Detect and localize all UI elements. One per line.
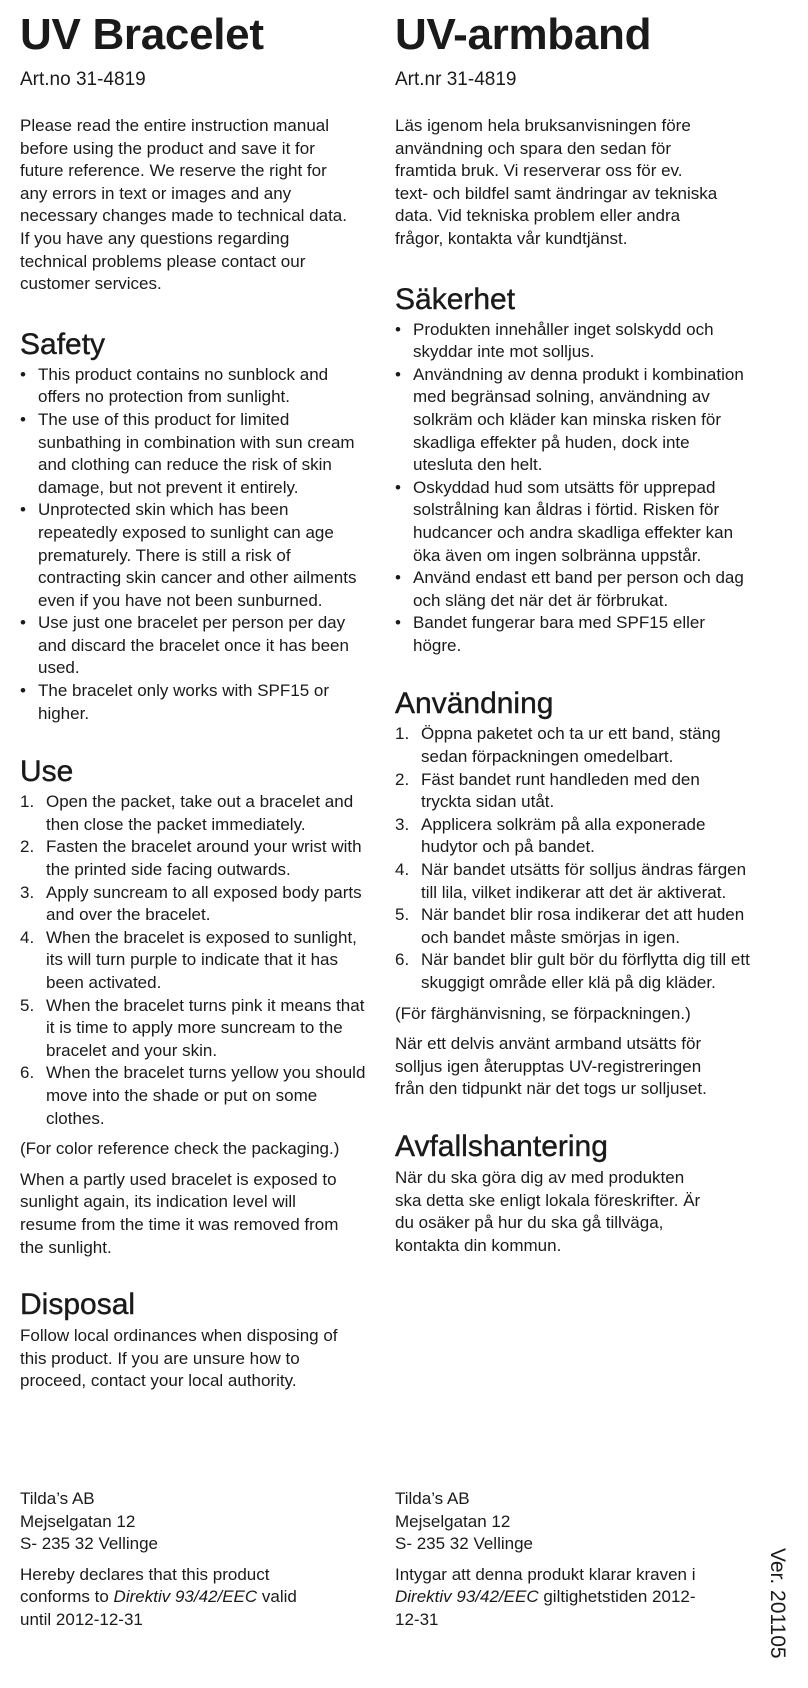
disposal-text-en: Follow local ordinances when disposing of this product. If you are unsure how to proceed, contact your local authority.	[20, 1326, 338, 1391]
safety-heading-sv: Säkerhet	[395, 282, 516, 316]
color-note-sv: (För färghänvisning, se förpackningen.)	[395, 1003, 691, 1023]
list-item: 6. När bandet blir gult bör du förflytta dig till ett skuggigt område eller klä på dig kläder.	[395, 950, 750, 992]
footer-en	[20, 1488, 360, 1632]
list-item: • The bracelet only works with SPF15 or higher.	[20, 680, 372, 725]
list-item: • Unprotected skin which has been repeatedly exposed to sunlight can age prematurely. There is still a risk of contracting skin cancer and other ailments even if you have not been sunburned.	[20, 499, 372, 612]
resume-text-en: When a partly used bracelet is exposed to sunlight again, its indication level will resume from the time it was removed from the sunlight.	[20, 1169, 339, 1257]
list-item: 1. Open the packet, take out a bracelet and then close the packet immediately.	[20, 792, 354, 834]
use-heading-sv: Användning	[395, 687, 554, 721]
list-item: • Bandet fungerar bara med SPF15 eller högre.	[395, 612, 750, 657]
intro-en: Please read the entire instruction manual before using the product and save it for future reference. We reserve the right for any errors in text or images and any necessary changes made to technical data. If you have any questions regarding technical problems please contact our customer services.	[20, 116, 347, 294]
declaration-sv: Intygar att denna produkt klarar kraven i Direktiv 93/42/EEC giltighetstiden 2012-12-31	[395, 1564, 696, 1629]
list-item: • Use just one bracelet per person per day and discard the bracelet once it has been used.	[20, 612, 372, 680]
company-name-en: Tilda’s AB	[20, 1489, 95, 1508]
declaration-en: Hereby declares that this product conforms to Direktiv 93/42/EEC valid until 2012-12-31	[20, 1564, 297, 1629]
color-note-en: (For color reference check the packaging.)	[20, 1139, 340, 1159]
city-en: S- 235 32 Vellinge	[20, 1534, 158, 1554]
safety-list-sv	[395, 319, 750, 658]
list-item: 5. When the bracelet turns pink it means that it is time to apply more suncream to the bracelet and your skin.	[20, 995, 365, 1060]
street-sv: Mejselgatan 12	[395, 1511, 511, 1531]
disposal-heading-sv: Avfallshantering	[395, 1129, 608, 1163]
list-item: 4. När bandet utsätts för solljus ändras färgen till lila, vilket indikerar att det är aktiverat.	[395, 860, 747, 902]
company-name-sv: Tilda’s AB	[395, 1489, 470, 1508]
list-item: • This product contains no sunblock and offers no protection from sunlight.	[20, 364, 372, 409]
version-label: Ver. 201105	[766, 1548, 789, 1659]
english-column	[20, 0, 372, 1393]
resume-text-sv: När ett delvis använt armband utsätts för solljus igen återupptas UV-registreringen från den tidpunkt när det togs ur solljuset.	[395, 1034, 707, 1099]
title-sv: UV-armband	[395, 10, 652, 59]
disposal-text-sv: När du ska göra dig av med produkten ska detta ske enligt lokala föreskrifter. Är du osäker på hur du ska gå tillväga, kontakta din kommun.	[395, 1167, 701, 1255]
use-steps-en	[20, 791, 372, 1130]
list-item: 3. Applicera solkräm på alla exponerade hudytor och på bandet.	[395, 814, 706, 857]
list-item: • The use of this product for limited sunbathing in combination with sun cream and clothing can reduce the risk of skin damage, but not prevent it entirely.	[20, 409, 372, 499]
use-steps-sv	[395, 723, 750, 994]
list-item: • Produkten innehåller inget solskydd och skyddar inte mot solljus.	[395, 319, 750, 364]
list-item: • Användning av denna produkt i kombination med begränsad solning, användning av solkräm och kläder kan minska risken för skadliga effekter på huden, dock inte utesluta den helt.	[395, 364, 750, 477]
list-item: 3. Apply suncream to all exposed body parts and over the bracelet.	[20, 882, 362, 925]
list-item: 5. När bandet blir rosa indikerar det att huden och bandet måste smörjas in igen.	[395, 905, 745, 947]
street-en: Mejselgatan 12	[20, 1511, 136, 1531]
swedish-column	[395, 0, 750, 1257]
list-item: 1. Öppna paketet och ta ur ett band, stäng sedan förpackningen omedelbart.	[395, 724, 721, 767]
list-item: 4. When the bracelet is exposed to sunlight, its will turn purple to indicate that it has been activated.	[20, 927, 357, 992]
art-no-en: Art.no 31-4819	[20, 69, 146, 90]
list-item: • Använd endast ett band per person och dag och släng det när det är förbrukat.	[395, 567, 750, 612]
use-heading-en: Use	[20, 755, 74, 789]
disposal-heading-en: Disposal	[20, 1288, 136, 1322]
list-item: 2. Fäst bandet runt handleden med den tryckta sidan utåt.	[395, 769, 700, 812]
title-en: UV Bracelet	[20, 10, 264, 59]
safety-list-en	[20, 364, 372, 726]
art-no-sv: Art.nr 31-4819	[395, 69, 517, 90]
list-item: • Oskyddad hud som utsätts för upprepad solstrålning kan åldras i förtid. Risken för hudcancer och andra skadliga effekter kan öka även om ingen solbränna uppstår.	[395, 477, 750, 567]
list-item: 6. When the bracelet turns yellow you should move into the shade or put on some clothes.	[20, 1063, 366, 1128]
safety-heading-en: Safety	[20, 327, 106, 361]
intro-sv: Läs igenom hela bruksanvisningen före användning och spara den sedan för framtida bruk. Vi reserverar oss för ev. text- och bildfel samt ändringar av tekniska data. Vid tekniska problem eller andra frågor, kontakta vår kundtjänst.	[395, 116, 718, 248]
list-item: 2. Fasten the bracelet around your wrist with the printed side facing outwards.	[20, 837, 362, 880]
city-sv: S- 235 32 Vellinge	[395, 1534, 533, 1554]
footer-sv	[395, 1488, 735, 1632]
